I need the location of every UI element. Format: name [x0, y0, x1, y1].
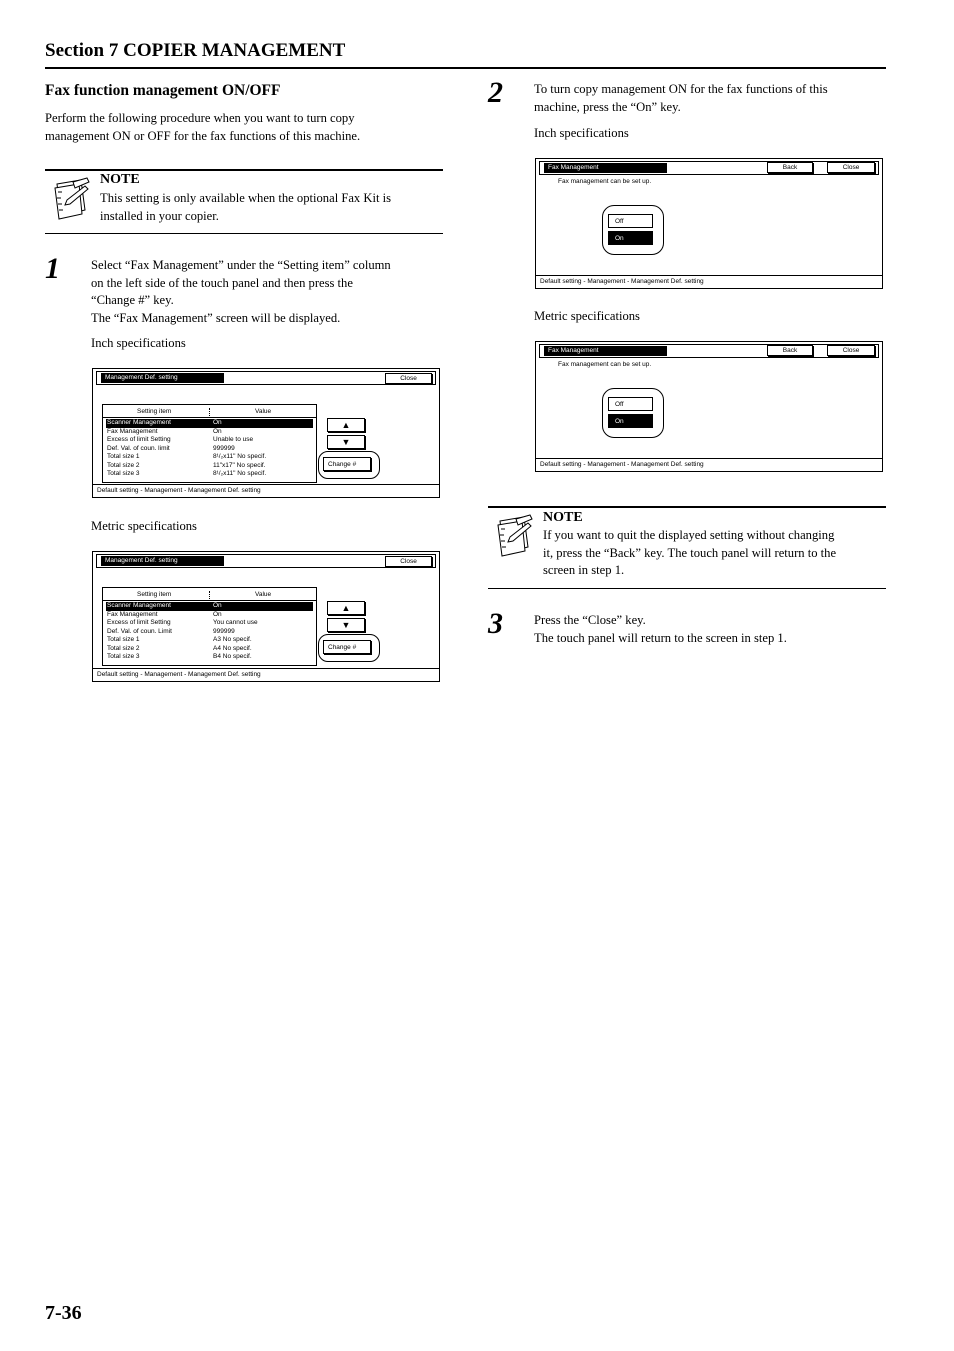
on-off-frame: [602, 205, 664, 255]
screen-title: Fax Management: [544, 346, 667, 356]
on-button[interactable]: On: [608, 414, 653, 428]
row-value: 999999: [213, 627, 235, 635]
row-value: On: [213, 419, 222, 426]
touch-panel-fax-metric: [535, 341, 883, 472]
screen-footer: Default setting - Management - Management Def. setting: [93, 484, 439, 497]
intro-line: management ON or OFF for the fax functions of this machine.: [45, 128, 361, 143]
step-number: 3: [488, 607, 503, 640]
scroll-up-button[interactable]: ▲: [327, 601, 365, 615]
setting-list: [102, 404, 317, 483]
note-pencil-icon: [47, 176, 93, 228]
list-row[interactable]: [106, 419, 313, 428]
back-button[interactable]: Back: [767, 345, 813, 356]
scroll-up-button[interactable]: ▲: [327, 418, 365, 432]
on-off-frame: [602, 388, 664, 438]
list-header: [103, 406, 316, 418]
change-number-button[interactable]: Change #: [323, 457, 371, 471]
note-top-rule: [488, 506, 886, 508]
row-value: You cannot use: [213, 619, 258, 626]
row-item: Total size 1: [107, 636, 140, 643]
metric-spec-label: Metric specifications: [91, 519, 197, 533]
row-value: 999999: [213, 444, 235, 452]
screen-footer: Default setting - Management - Management Def. setting: [536, 458, 882, 471]
row-item: Fax Management: [107, 610, 158, 618]
touch-panel-list-inch: [92, 368, 440, 498]
list-row[interactable]: [106, 653, 313, 662]
note-line: This setting is only available when the optional Fax Kit is: [100, 191, 392, 205]
row-value: A4 No specif.: [213, 644, 252, 652]
note-text: [100, 190, 391, 225]
screen-title: Management Def. setting: [101, 556, 224, 566]
row-item: Scanner Management: [107, 602, 171, 609]
list-row[interactable]: [106, 611, 313, 620]
intro-line: Perform the following procedure when you want to turn copy: [45, 111, 355, 125]
row-value: A3 No specif.: [213, 636, 252, 643]
screen-message: Fax management can be set up.: [558, 178, 652, 185]
intro-text: [45, 110, 360, 145]
screen-title: Management Def. setting: [101, 373, 224, 383]
col-value: Value: [255, 591, 272, 598]
step-line: To turn copy management ON for the fax functions of this: [534, 82, 828, 96]
row-item: Total size 2: [107, 461, 140, 469]
off-button[interactable]: Off: [608, 397, 653, 411]
list-row[interactable]: [106, 619, 313, 628]
screen-message: Fax management can be set up.: [558, 361, 652, 368]
section-heading: Fax function management ON/OFF: [45, 82, 281, 99]
row-item: Total size 3: [107, 653, 140, 660]
note-line: it, press the “Back” key. The touch panel will return to the: [543, 545, 837, 560]
touch-panel-list-metric: [92, 551, 440, 682]
note-line: If you want to quit the displayed setting without changing: [543, 528, 835, 542]
list-row[interactable]: [106, 445, 313, 454]
row-item: Total size 2: [107, 644, 140, 652]
list-row[interactable]: [106, 462, 313, 471]
back-button[interactable]: Back: [767, 162, 813, 173]
note-pencil-icon: [490, 513, 536, 565]
change-button-frame: [318, 634, 380, 662]
row-item: Fax Management: [107, 427, 158, 435]
row-item: Excess of limit Setting: [107, 436, 171, 443]
screen-footer: Default setting - Management - Management Def. setting: [536, 275, 882, 288]
inch-spec-label: Inch specifications: [534, 126, 629, 140]
change-button-frame: [318, 451, 380, 479]
list-row[interactable]: [106, 645, 313, 654]
section-title: Section 7 COPIER MANAGEMENT: [45, 40, 346, 61]
note-title: NOTE: [100, 172, 140, 187]
close-button[interactable]: Close: [827, 162, 875, 173]
col-separator: [209, 408, 210, 416]
list-row[interactable]: [106, 602, 313, 611]
step-number: 1: [45, 252, 60, 285]
page-number: 7-36: [45, 1302, 82, 1324]
setting-list: [102, 587, 317, 666]
on-button[interactable]: On: [608, 231, 653, 245]
step-line: The “Fax Management” screen will be displayed.: [91, 310, 341, 325]
inch-spec-label: Inch specifications: [91, 336, 186, 350]
note-line: installed in your copier.: [100, 208, 219, 223]
list-row[interactable]: [106, 628, 313, 637]
screen-title: Fax Management: [544, 163, 667, 173]
metric-spec-label: Metric specifications: [534, 309, 640, 323]
step-line: machine, press the “On” key.: [534, 99, 681, 114]
scroll-down-button[interactable]: ▼: [327, 618, 365, 632]
step1-text: [91, 257, 391, 327]
list-row[interactable]: [106, 436, 313, 445]
step-line: The touch panel will return to the screen in step 1.: [534, 630, 787, 645]
row-item: Def. Val. of coun. limit: [107, 444, 170, 452]
note-title: NOTE: [543, 510, 583, 525]
row-value: Unable to use: [213, 436, 254, 443]
step-line: “Change #” key.: [91, 293, 174, 307]
row-value: 8¹/₂x11" No specif.: [213, 470, 267, 477]
note-top-rule: [45, 169, 443, 171]
row-item: Excess of limit Setting: [107, 619, 171, 626]
step3-text: [534, 612, 787, 647]
step-line: Press the “Close” key.: [534, 613, 646, 627]
close-button[interactable]: Close: [827, 345, 875, 356]
note-bottom-rule: [488, 588, 886, 589]
note-text: [543, 527, 836, 580]
list-row[interactable]: [106, 428, 313, 437]
row-item: Scanner Management: [107, 419, 171, 426]
row-value: On: [213, 427, 222, 435]
col-value: Value: [255, 408, 272, 415]
row-value: On: [213, 602, 222, 609]
step-line: Select “Fax Management” under the “Setting item” column: [91, 258, 391, 272]
step-line: on the left side of the touch panel and then press the: [91, 275, 353, 290]
list-row[interactable]: [106, 453, 313, 462]
col-setting-item: Setting item: [137, 408, 172, 415]
close-button[interactable]: Close: [385, 373, 432, 384]
step-number: 2: [488, 76, 503, 109]
screen-footer: Default setting - Management - Management Def. setting: [93, 668, 439, 681]
step2-text: [534, 81, 828, 116]
list-row[interactable]: [106, 470, 313, 479]
row-value: On: [213, 610, 222, 618]
scroll-down-button[interactable]: ▼: [327, 435, 365, 449]
row-item: Def. Val. of coun. Limit: [107, 627, 172, 635]
change-number-button[interactable]: Change #: [323, 640, 371, 654]
close-button[interactable]: Close: [385, 556, 432, 567]
row-value: B4 No specif.: [213, 653, 252, 660]
header-rule: [45, 67, 886, 69]
list-row[interactable]: [106, 636, 313, 645]
row-item: Total size 1: [107, 453, 140, 460]
list-header: [103, 589, 316, 601]
row-value: 11"x17" No specif.: [213, 461, 266, 469]
row-value: 8¹/₂x11" No specif.: [213, 453, 267, 460]
col-separator: [209, 591, 210, 599]
note-line: screen in step 1.: [543, 563, 625, 577]
col-setting-item: Setting item: [137, 591, 172, 598]
touch-panel-fax-inch: [535, 158, 883, 289]
off-button[interactable]: Off: [608, 214, 653, 228]
row-item: Total size 3: [107, 470, 140, 477]
note-bottom-rule: [45, 233, 443, 234]
